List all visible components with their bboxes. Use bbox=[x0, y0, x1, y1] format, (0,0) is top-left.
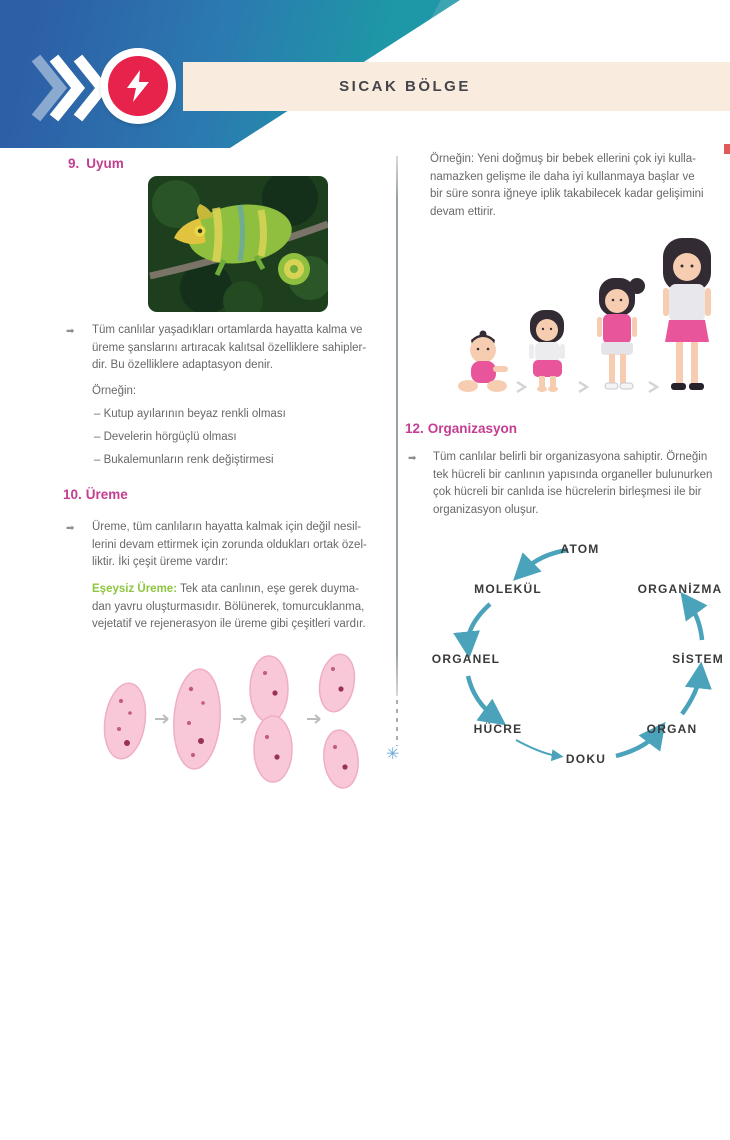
baby-figure bbox=[458, 331, 508, 393]
section-12-paragraph bbox=[433, 449, 712, 519]
paragraph-line: Tüm canlılar yaşadıkları ortamlarda hayatta kalma ve bbox=[92, 324, 363, 336]
section-10-heading bbox=[63, 487, 128, 502]
child-figure bbox=[597, 278, 645, 389]
list-item: – Develerin hörgüçlü olması bbox=[94, 431, 237, 443]
paragraph-line: Üreme, tüm canlıların hayatta kalmak için değil nesil- bbox=[92, 521, 362, 533]
cycle-label-sistem: SİSTEM bbox=[672, 652, 724, 666]
paragraph-line: çok hücreli bir canlıda ise hücrelerin birleşmesi ile bir bbox=[433, 486, 702, 498]
growth-intro-paragraph bbox=[430, 151, 704, 221]
fission-stage-3 bbox=[250, 656, 292, 782]
paragraph-line: namazken gelişme ile daha iyi kullanmaya başlar ve bbox=[430, 170, 695, 183]
section-number: 10. bbox=[63, 487, 82, 502]
badge bbox=[108, 56, 168, 116]
paragraph-text: Tek ata canlının, eşe gerek duyma- bbox=[177, 583, 360, 595]
paragraph-line: tek hücreli bir canlının yapısında organeller bulunurken bbox=[433, 468, 713, 481]
paragraph-line: Tüm canlılar belirli bir organizasyona sahiptir. Örneğin bbox=[433, 451, 708, 463]
divider-star-icon: ✳ bbox=[386, 746, 400, 763]
paragraph-line: devam ettirir. bbox=[430, 205, 496, 218]
cycle-label-organizma: ORGANİZMA bbox=[637, 582, 723, 596]
fission-stage-2 bbox=[171, 668, 224, 771]
section-number: 12. bbox=[405, 421, 424, 436]
growth-stages-image bbox=[425, 226, 725, 408]
cycle-label-molekul: MOLEKÜL bbox=[474, 582, 542, 596]
example-label: Örneğin: bbox=[92, 385, 137, 397]
section-9-heading bbox=[68, 156, 124, 171]
section-9-paragraph bbox=[92, 322, 366, 375]
paragraph-line: liktir. İki çeşit üreme vardır: bbox=[92, 556, 229, 568]
paragraph-line: Örneğin: Yeni doğmuş bir bebek ellerini çok iyi kulla- bbox=[430, 153, 696, 165]
cycle-label-atom: ATOM bbox=[560, 542, 600, 556]
paragraph-line: vejetatif ve rejenerasyon ile üreme gibi çeşitleri vardır. bbox=[92, 618, 366, 630]
toddler-figure bbox=[529, 310, 565, 392]
arrow-bullet-icon: ➡ bbox=[66, 523, 75, 534]
section-number: 9. bbox=[68, 156, 80, 171]
paragraph-line: organizasyon oluşur. bbox=[433, 503, 539, 516]
teen-figure bbox=[663, 238, 711, 390]
list-item: – Bukalemunların renk değiştirmesi bbox=[94, 454, 274, 466]
page-edge-mark bbox=[724, 144, 730, 154]
section-10-paragraph bbox=[92, 519, 367, 572]
list-item: – Kutup ayılarının beyaz renkli olması bbox=[94, 408, 286, 420]
arrow-bullet-icon: ➡ bbox=[408, 453, 417, 464]
arrow-bullet-icon: ➡ bbox=[66, 326, 75, 337]
column-divider-dashed bbox=[396, 700, 398, 746]
example-list bbox=[94, 403, 286, 472]
binary-fission-image bbox=[85, 645, 365, 805]
cycle-label-doku: DOKU bbox=[565, 752, 607, 766]
paragraph-line: bir süre sonra iğneye iplik takabilecek kadar gelişimini bbox=[430, 188, 704, 200]
paragraph-line: dir. Bu özelliklere adaptasyon denir. bbox=[92, 359, 273, 371]
fission-stage-4 bbox=[315, 651, 361, 789]
chameleon-image bbox=[148, 176, 328, 312]
asexual-label: Eşeysiz Üreme: bbox=[92, 583, 178, 595]
section-12-heading bbox=[405, 421, 517, 436]
section-title: Uyum bbox=[86, 156, 124, 171]
lightning-bolt-icon bbox=[125, 70, 151, 102]
fission-stage-1 bbox=[100, 681, 150, 762]
cycle-label-organel: ORGANEL bbox=[431, 652, 501, 666]
page-title: SICAK BÖLGE bbox=[339, 78, 471, 95]
asexual-reproduction-paragraph bbox=[92, 581, 366, 634]
cycle-label-hucre: HÜCRE bbox=[473, 722, 523, 736]
paragraph-line bbox=[92, 581, 366, 599]
paragraph-line: lerini devam ettirmek için zorunda oldukları ortak özel- bbox=[92, 538, 367, 551]
organization-cycle-diagram bbox=[408, 534, 726, 786]
paragraph-line: üreme şanslarını artıracak kalıtsal özelliklere sahipler- bbox=[92, 341, 367, 354]
paragraph-line: dan yavru oluşturmasıdır. Bölünerek, tomurcuklanma, bbox=[92, 600, 365, 613]
section-title: Üreme bbox=[85, 487, 128, 502]
column-divider bbox=[396, 156, 398, 696]
section-title: Organizasyon bbox=[427, 421, 518, 436]
cycle-label-organ: ORGAN bbox=[646, 722, 698, 736]
